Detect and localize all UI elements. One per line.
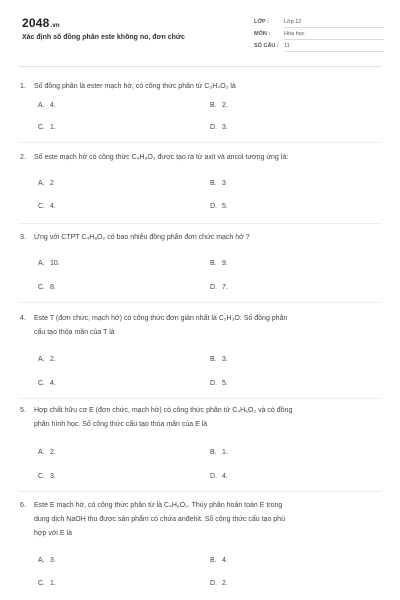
question-text-line: cấu tạo thỏa mãn của T là — [34, 329, 115, 336]
option-a[interactable]: A. 2 — [38, 180, 54, 187]
option-b[interactable]: B. 4. — [210, 557, 228, 564]
option-a[interactable]: A. 3. — [38, 557, 56, 564]
logo-text: 2048 — [22, 16, 50, 30]
option-d[interactable]: D. 4. — [210, 473, 228, 480]
option-c[interactable]: C. 1. — [38, 580, 56, 587]
question-number: 1. — [20, 83, 26, 90]
question-3 — [20, 231, 380, 245]
meta-value: 11 — [284, 43, 384, 52]
question-divider — [18, 398, 382, 399]
option-d[interactable]: D. 5. — [210, 380, 228, 387]
question-number: 5. — [20, 407, 26, 414]
meta-key: MÔN : — [254, 31, 271, 37]
question-number: 6. — [20, 502, 26, 509]
question-1 — [20, 80, 380, 94]
option-a[interactable]: A. 2. — [38, 356, 56, 363]
meta-row-subject — [254, 29, 384, 41]
option-a[interactable]: A. 10. — [38, 260, 60, 267]
question-text: Số este mạch hở có công thức C₄H₆O₂ được tạo ra từ axit và ancol tương ứng là: — [34, 154, 289, 161]
meta-key: LỚP : — [254, 19, 269, 25]
option-c[interactable]: C. 1. — [38, 124, 56, 131]
question-text-line: Este T (đơn chức, mạch hở) có công thức đơn giản nhất là C₂H₃O. Số đồng phân — [34, 315, 288, 322]
logo-suffix: .vn — [50, 23, 60, 29]
option-d[interactable]: D. 7. — [210, 284, 228, 291]
question-number: 3. — [20, 234, 26, 241]
option-b[interactable]: B. 1. — [210, 449, 228, 456]
question-divider — [18, 302, 382, 303]
meta-box — [254, 17, 384, 53]
meta-row-class — [254, 17, 384, 29]
question-text-line: phân hình học. Số công thức cấu tạo thỏa mãn của E là — [34, 421, 208, 428]
meta-value: Lớp 12 — [284, 19, 384, 28]
worksheet-title: Xác định số đồng phân este không no, đơn chức — [22, 34, 185, 41]
question-text-line: Hợp chất hữu cơ E (đơn chức, mạch hở) có công thức phân tử C₄H₆O₂ và có đồng — [34, 407, 293, 414]
question-text-line: dung dịch NaOH thu được sản phẩm có chứa anđehit. Số công thức cấu tạo phù — [34, 516, 285, 523]
option-a[interactable]: A. 4. — [38, 102, 56, 109]
question-text: Ứng với CTPT C₄H₆O₂ có bao nhiêu đồng phân đơn chức mạch hở ? — [34, 234, 250, 241]
question-text: Số đồng phân là ester mạch hở, có công thức phân tử C₃H₄O₂ là — [34, 83, 236, 90]
meta-value: Hóa học — [284, 31, 384, 40]
question-divider — [18, 223, 382, 224]
option-a[interactable]: A. 2. — [38, 449, 56, 456]
option-b[interactable]: B. 3 — [210, 180, 226, 187]
meta-key: SỐ CÂU : — [254, 43, 279, 49]
question-6 — [20, 499, 380, 541]
option-d[interactable]: D. 5. — [210, 203, 228, 210]
question-text-line: Este E mạch hở, có công thức phân tử là C₄H₆O₂. Thủy phân hoàn toàn E trong — [34, 502, 283, 509]
option-c[interactable]: C. 8. — [38, 284, 56, 291]
question-5 — [20, 404, 380, 432]
option-d[interactable]: D. 3. — [210, 124, 228, 131]
meta-row-count — [254, 41, 384, 53]
question-divider — [18, 491, 382, 492]
site-logo[interactable] — [22, 16, 60, 30]
question-text-line: hợp với E là — [34, 530, 72, 537]
worksheet-header — [18, 16, 384, 60]
option-b[interactable]: B. 2. — [210, 102, 228, 109]
question-4 — [20, 312, 380, 340]
option-b[interactable]: B. 3. — [210, 356, 228, 363]
header-divider — [18, 66, 382, 67]
question-number: 4. — [20, 315, 26, 322]
option-b[interactable]: B. 9. — [210, 260, 228, 267]
option-c[interactable]: C. 4. — [38, 380, 56, 387]
option-c[interactable]: C. 3. — [38, 473, 56, 480]
question-divider — [18, 142, 382, 143]
option-d[interactable]: D. 2. — [210, 580, 228, 587]
question-2 — [20, 151, 380, 165]
question-number: 2. — [20, 154, 26, 161]
option-c[interactable]: C. 4. — [38, 203, 56, 210]
